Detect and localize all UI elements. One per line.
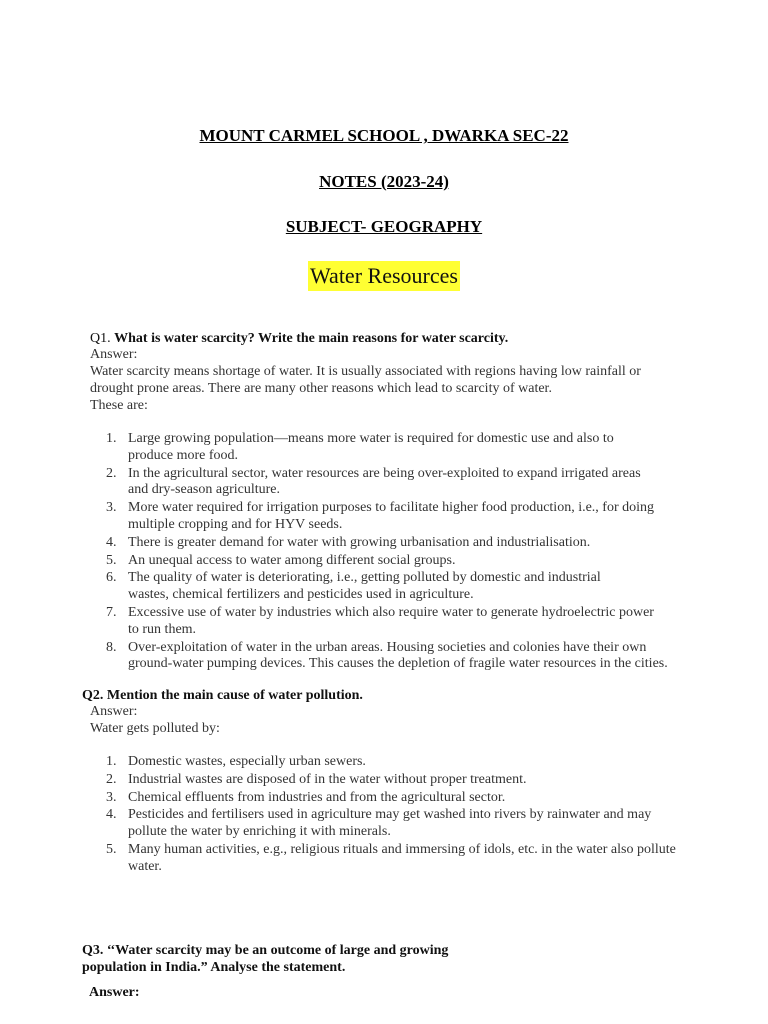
- list-item: 3. More water required for irrigation purposes to facilitate higher food production, i.e., for doing multiple cropping and for HYV seeds.: [106, 500, 655, 532]
- list-item: 5. Many human activities, e.g., religious rituals and immersing of idols, etc. in the water also pollute water.: [106, 841, 676, 874]
- q1-question: [90, 331, 508, 347]
- q1-answer-line: drought prone areas. There are many other reasons which lead to scarcity of water.: [90, 381, 552, 396]
- q1-question-text: What is water scarcity? Write the main reasons for water scarcity.: [114, 331, 509, 346]
- q1-reasons-list: [82, 431, 702, 674]
- list-item: 3. Chemical effluents from industries and from the agricultural sector.: [106, 789, 506, 805]
- document-title: Water Resources: [308, 261, 460, 291]
- q1-prefix: Q1.: [90, 331, 115, 346]
- q3-question-line: Q3. ‘‘Water scarcity may be an outcome of large and growing: [82, 943, 449, 958]
- school-name-heading: MOUNT CARMEL SCHOOL , DWARKA SEC-22: [199, 126, 569, 145]
- list-item: 4. There is greater demand for water with growing urbanisation and industrialisation.: [106, 534, 591, 550]
- subject-heading: SUBJECT- GEOGRAPHY: [285, 217, 483, 236]
- notes-year-heading: NOTES (2023-24): [319, 172, 449, 191]
- list-item: 7. Excessive use of water by industries which also require water to generate hydroelectric power to run them.: [106, 604, 654, 637]
- q1-answer-line: These are:: [90, 398, 148, 413]
- title-wrapper: [0, 261, 768, 291]
- list-item: 4. Pesticides and fertilisers used in agriculture may get washed into rivers by rainwater and may pollute the water by enriching it with minerals.: [106, 807, 652, 840]
- list-item: 1. Large growing population—means more water is required for domestic use and also to produce more food.: [106, 431, 614, 463]
- list-item: 2. In the agricultural sector, water resources are being over-exploited to expand irrigated areas and dry-season agriculture.: [106, 465, 641, 498]
- q2-causes-list: [82, 754, 702, 877]
- list-item: 2. Industrial wastes are disposed of in the water without proper treatment.: [106, 771, 527, 787]
- q1-answer-label: Answer:: [90, 347, 138, 362]
- q3-question-line: population in India.” Analyse the statement.: [82, 960, 346, 975]
- q2-question-text: Q2. Mention the main cause of water pollution.: [82, 688, 363, 703]
- q3-answer-label: Answer:: [89, 985, 140, 1000]
- list-item: 8. Over-exploitation of water in the urban areas. Housing societies and colonies have their own ground-water pumping devices. This causes the depletion of fragile water resources in the cities.: [106, 639, 668, 672]
- q2-question: [82, 688, 363, 704]
- list-item: 6. The quality of water is deteriorating, i.e., getting polluted by domestic and industrial wastes, chemical fertilizers and pesticides used in agriculture.: [106, 570, 601, 603]
- q2-intro: Water gets polluted by:: [90, 721, 220, 736]
- q2-answer-label: Answer:: [90, 704, 138, 719]
- list-item: 5. An unequal access to water among different social groups.: [106, 552, 456, 568]
- q1-answer-line: Water scarcity means shortage of water. It is usually associated with regions having low rainfall or: [90, 364, 641, 379]
- list-item: 1. Domestic wastes, especially urban sewers.: [106, 754, 366, 769]
